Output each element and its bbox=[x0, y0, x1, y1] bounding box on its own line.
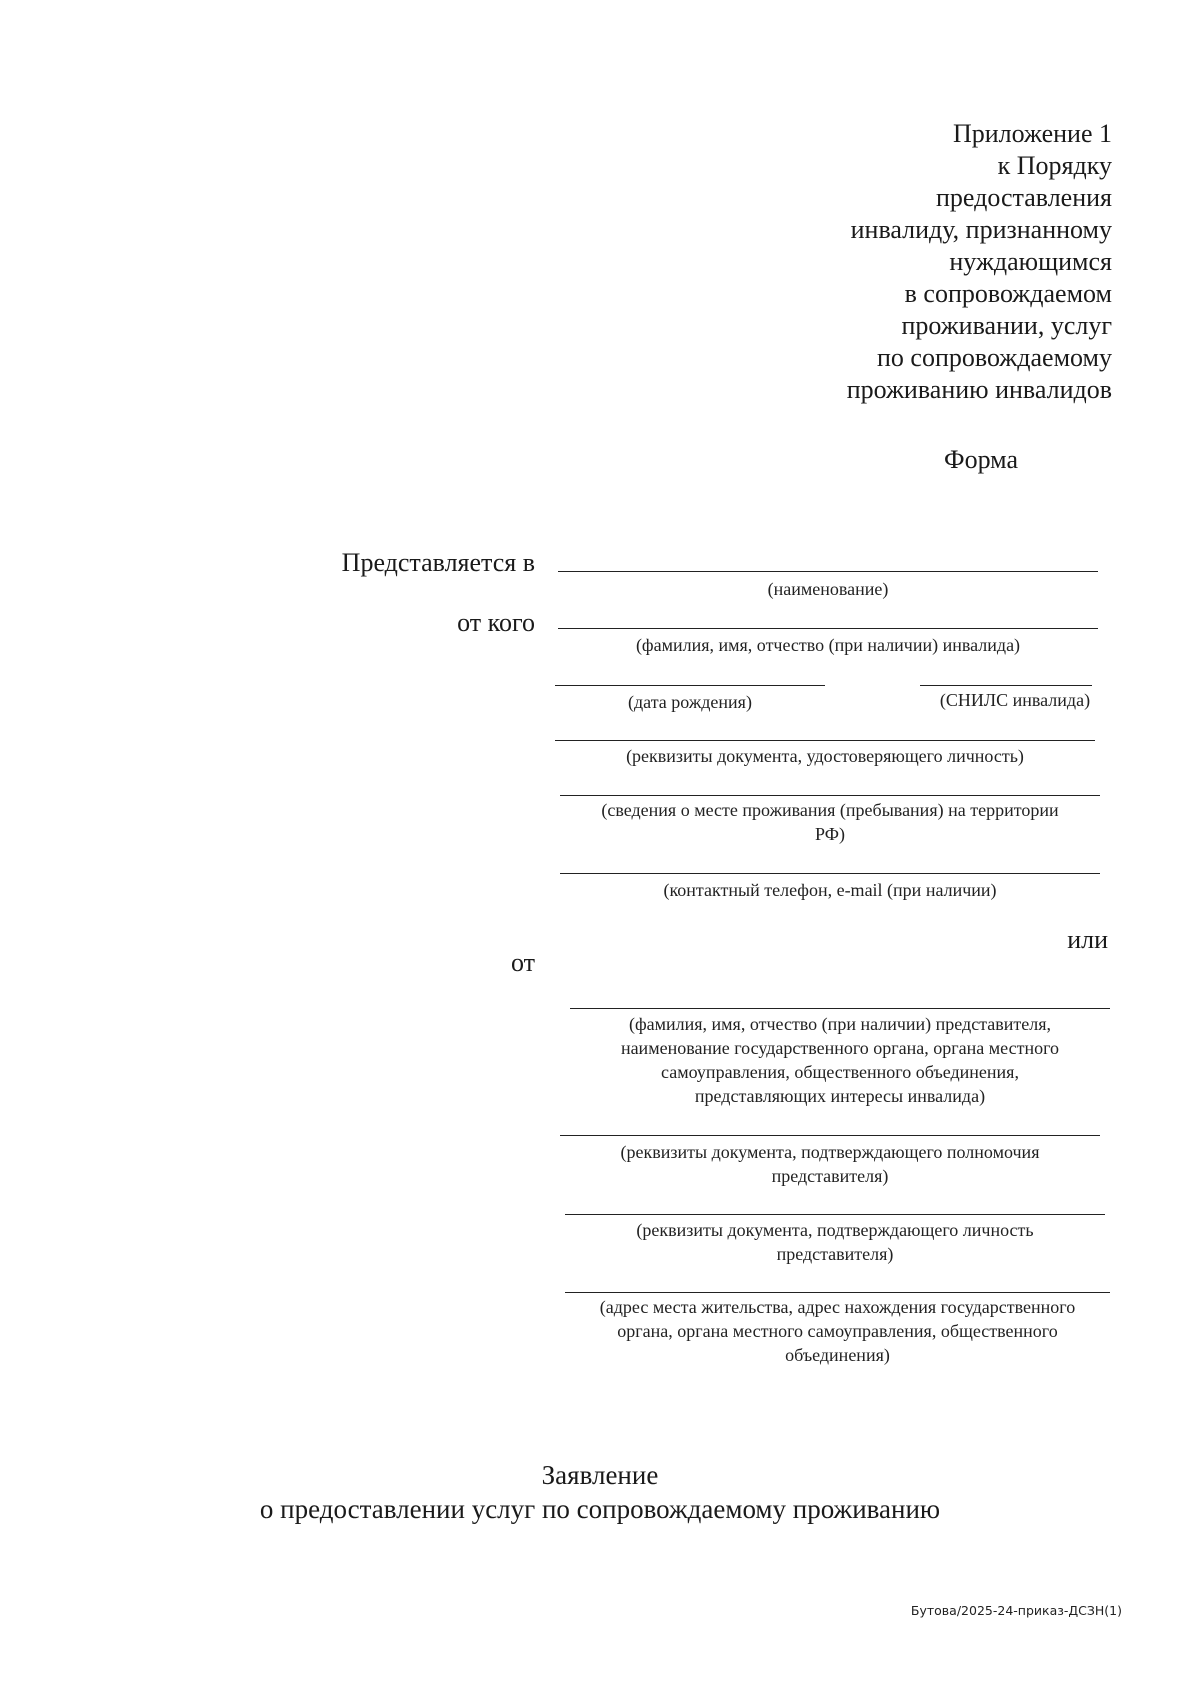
annex-line: по сопровождаемому bbox=[876, 343, 1112, 372]
representative-field[interactable] bbox=[570, 1008, 1110, 1009]
annex-line: инвалиду, признанному bbox=[850, 215, 1112, 244]
rep-identity-field[interactable] bbox=[565, 1214, 1105, 1215]
caption-line: представляющих интересы инвалида) bbox=[694, 1086, 986, 1106]
contact-caption: (контактный телефон, e-mail (при наличии) bbox=[663, 880, 997, 900]
caption-line: (фамилия, имя, отчество (при наличии) представителя, bbox=[628, 1014, 1052, 1034]
caption-line: самоуправления, общественного объединения, bbox=[661, 1062, 1019, 1082]
identity-doc-caption: (реквизиты документа, удостоверяющего личность) bbox=[626, 746, 1024, 766]
contact-field[interactable] bbox=[560, 873, 1100, 874]
statement-title: Заявление bbox=[541, 1460, 659, 1490]
annex-line: проживании, услуг bbox=[901, 311, 1112, 340]
authority-doc-field[interactable] bbox=[560, 1135, 1100, 1136]
rep-identity-caption bbox=[565, 1218, 1105, 1266]
annex-line: Приложение 1 bbox=[952, 119, 1112, 148]
caption-line: представителя) bbox=[776, 1244, 894, 1264]
caption-line: объединения) bbox=[785, 1345, 890, 1365]
caption-line: представителя) bbox=[771, 1166, 889, 1186]
identity-doc-field[interactable] bbox=[555, 740, 1095, 741]
footer-doc-ref: Бутова/2025-24-приказ-ДСЗН(1) bbox=[910, 1603, 1122, 1618]
annex-line: в сопровождаемом bbox=[904, 279, 1112, 308]
from-whom-label: от кого bbox=[457, 608, 535, 637]
annex-line: нуждающимся bbox=[949, 247, 1112, 276]
caption-line: наименование государственного органа, органа местного bbox=[620, 1038, 1060, 1058]
residence-caption-line-2: РФ) bbox=[815, 824, 845, 844]
address-caption bbox=[555, 1295, 1120, 1367]
applicant-name-field[interactable] bbox=[558, 628, 1098, 629]
statement-subtitle: о предоставлении услуг по сопровождаемому проживанию bbox=[259, 1494, 941, 1524]
presented-to-field[interactable] bbox=[558, 571, 1098, 572]
annex-header bbox=[712, 118, 1112, 406]
applicant-name-caption: (фамилия, имя, отчество (при наличии) инвалида) bbox=[635, 635, 1021, 655]
caption-line: органа, органа местного самоуправления, общественного bbox=[617, 1321, 1058, 1341]
snils-field[interactable] bbox=[920, 685, 1092, 686]
birth-date-caption: (дата рождения) bbox=[628, 692, 752, 712]
caption-line: (реквизиты документа, подтверждающего личность bbox=[636, 1220, 1034, 1240]
representative-caption bbox=[570, 1012, 1110, 1108]
address-field[interactable] bbox=[565, 1292, 1110, 1293]
annex-line: проживанию инвалидов bbox=[846, 375, 1112, 404]
authority-doc-caption bbox=[560, 1140, 1100, 1188]
residence-field[interactable] bbox=[560, 795, 1100, 796]
annex-line: предоставления bbox=[936, 183, 1112, 212]
residence-caption-line-1: (сведения о месте проживания (пребывания) на территории bbox=[601, 800, 1059, 820]
annex-line: к Порядку bbox=[997, 151, 1112, 180]
caption-line: (адрес места жительства, адрес нахождения государственного bbox=[599, 1297, 1076, 1317]
snils-caption: (СНИЛС инвалида) bbox=[939, 690, 1091, 710]
caption-line: (реквизиты документа, подтверждающего полномочия bbox=[620, 1142, 1040, 1162]
from-label: от bbox=[510, 948, 535, 977]
or-label: или bbox=[1067, 925, 1108, 954]
presented-to-label: Представляется в bbox=[341, 548, 535, 577]
presented-to-caption: (наименование) bbox=[767, 579, 889, 599]
form-label: Форма bbox=[944, 445, 1018, 474]
birth-date-field[interactable] bbox=[555, 685, 825, 686]
